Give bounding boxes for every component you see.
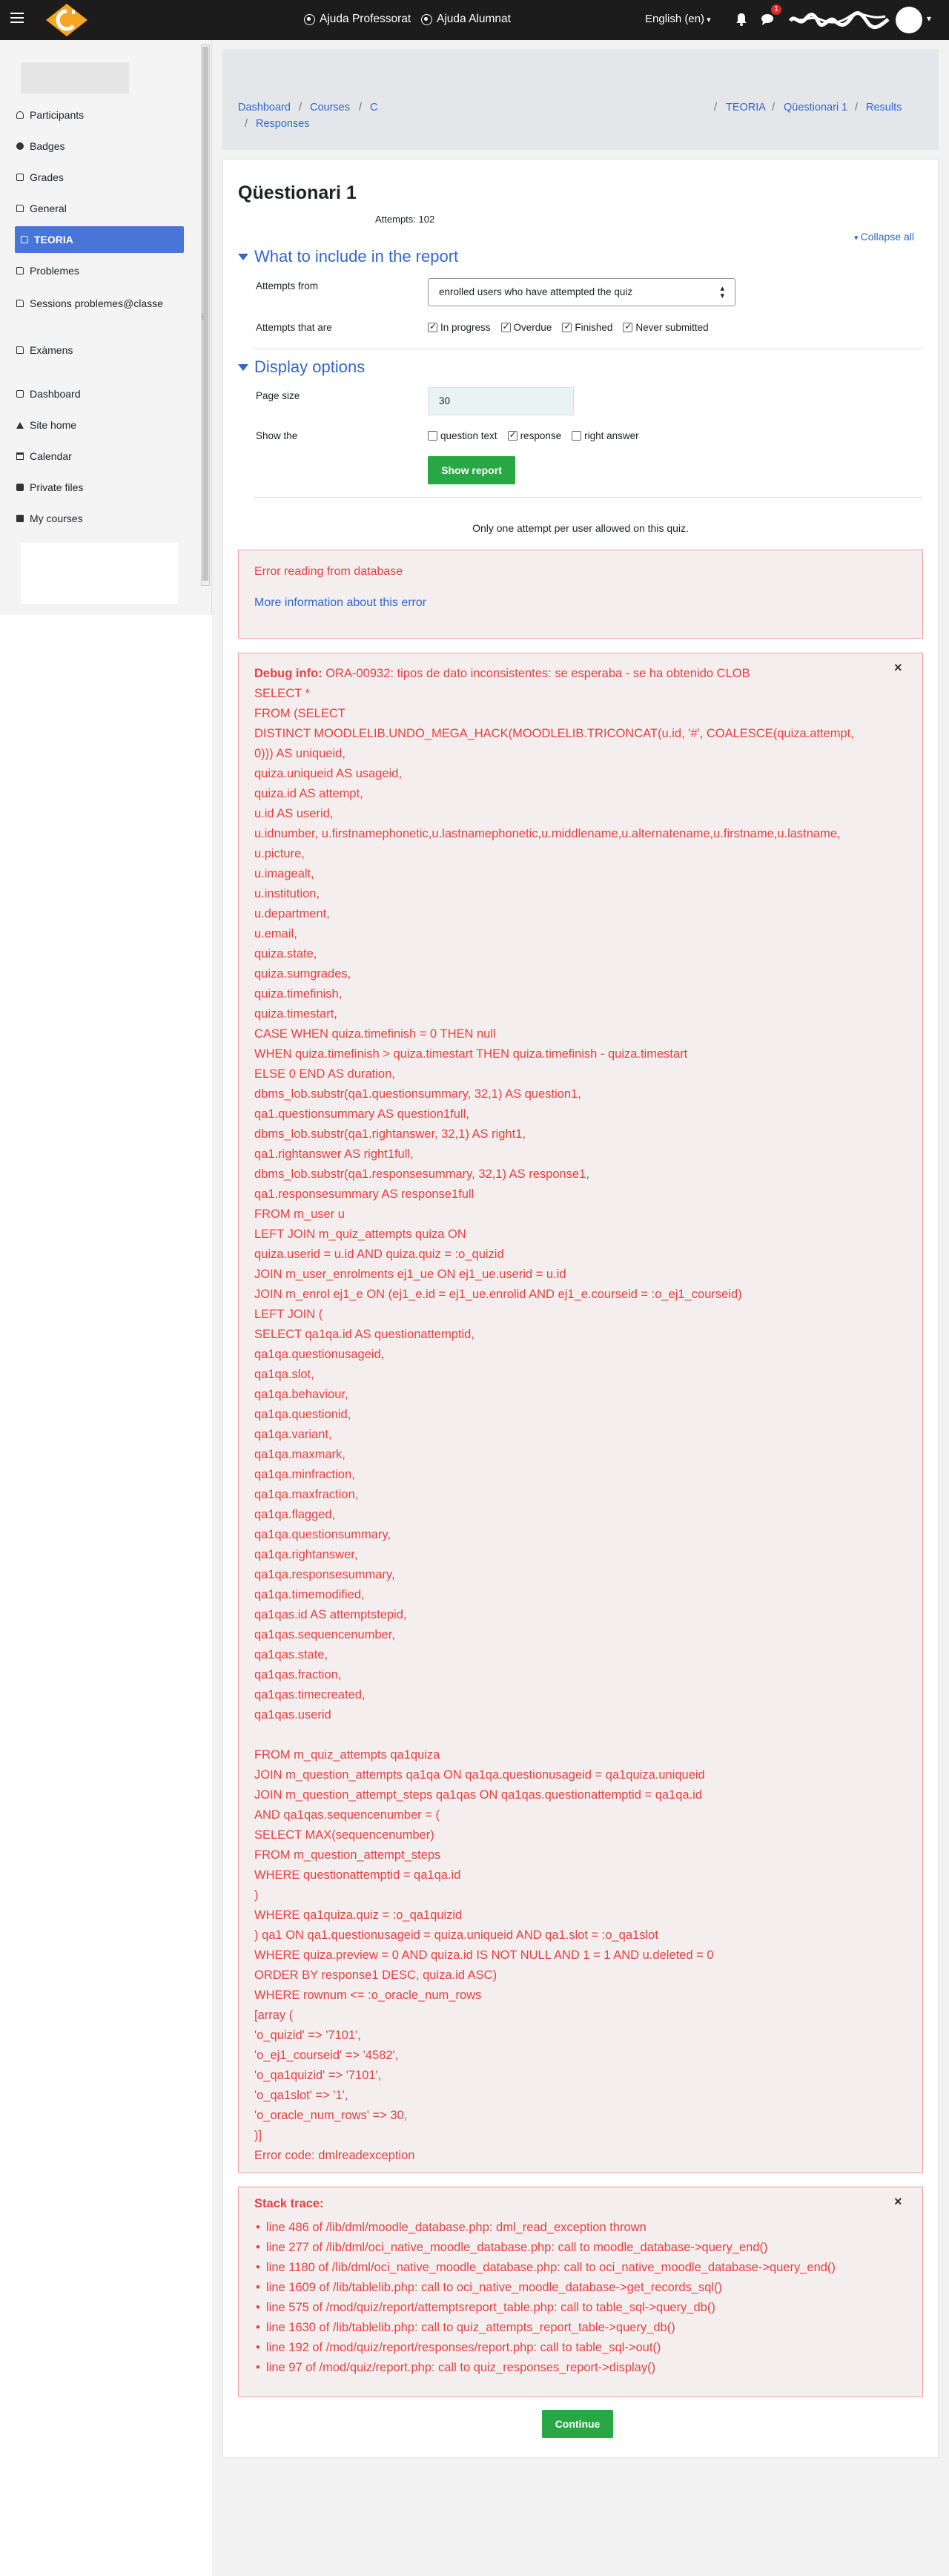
sidebar-block-placeholder bbox=[21, 543, 178, 604]
breadcrumb-course[interactable]: C bbox=[370, 102, 378, 113]
one-attempt-note: Only one attempt per user allowed on this quiz. bbox=[472, 522, 689, 534]
stack-trace-item: • line 1630 of /lib/tablelib.php: call to quiz_attempts_report_table->query_db() bbox=[256, 2318, 908, 2338]
checkbox-never-submitted[interactable]: ✓ Never submitted bbox=[623, 322, 708, 333]
stack-trace-item: • line 277 of /lib/dml/oci_native_moodle_database.php: call to moodle_database->query_end() bbox=[256, 2238, 908, 2258]
breadcrumb-teoria[interactable]: TEORIA bbox=[726, 102, 766, 113]
sidebar-item-private-files[interactable]: Private files bbox=[16, 481, 184, 494]
caret-down-icon bbox=[238, 254, 248, 260]
continue-button[interactable]: Continue bbox=[542, 2410, 613, 2438]
debug-line: qa1qas.id AS attemptstepid, bbox=[254, 1608, 407, 1621]
debug-line: JOIN m_enrol ej1_e ON (ej1_e.id = ej1_ue.enrolid AND ej1_e.courseid = :o_ej1_courseid) bbox=[254, 1288, 742, 1301]
debug-line: qa1qa.timemodified, bbox=[254, 1588, 365, 1601]
debug-line: qa1qa.rightanswer, bbox=[254, 1548, 358, 1561]
debug-line: u.id AS userid, bbox=[254, 807, 334, 820]
checkbox-right-answer[interactable]: right answer bbox=[572, 430, 639, 441]
debug-line: qa1qas.userid bbox=[254, 1708, 331, 1722]
breadcrumb bbox=[222, 49, 939, 150]
debug-line: u.email, bbox=[254, 927, 297, 941]
breadcrumb-separator: / bbox=[772, 102, 776, 113]
sidebar-item-examens[interactable]: Exàmens bbox=[16, 343, 184, 357]
debug-line: FROM m_question_attempt_steps bbox=[254, 1848, 441, 1862]
page-size-label: Page size bbox=[256, 390, 300, 401]
section-toggle-display[interactable]: Display options bbox=[238, 358, 365, 377]
debug-line: 'o_qa1quizid' => '7101', bbox=[254, 2069, 382, 2082]
sidebar-item-teoria[interactable]: TEORIA bbox=[15, 226, 184, 253]
breadcrumb-courses[interactable]: Courses bbox=[310, 102, 350, 113]
debug-line: qa1.rightanswer AS right1full, bbox=[254, 1147, 414, 1161]
debug-line bbox=[254, 1725, 899, 1745]
help-circle-icon bbox=[421, 14, 432, 25]
sidebar-item-dashboard[interactable]: Dashboard bbox=[16, 387, 184, 401]
debug-line: FROM m_user u bbox=[254, 1208, 345, 1221]
select-arrows-icon: ▴ ▾ bbox=[720, 284, 724, 300]
debug-line: LEFT JOIN m_quiz_attempts quiza ON bbox=[254, 1228, 466, 1241]
debug-line: qa1qa.behaviour, bbox=[254, 1388, 348, 1401]
sidebar-item-badges[interactable]: Badges bbox=[16, 139, 184, 153]
debug-line: SELECT MAX(sequencenumber) bbox=[254, 1828, 434, 1842]
debug-line: qa1.questionsummary AS question1full, bbox=[254, 1107, 469, 1121]
debug-line: JOIN m_question_attempt_steps qa1qas ON qa1qas.questionattemptid = qa1qa.id bbox=[254, 1788, 703, 1802]
debug-line: dbms_lob.substr(qa1.responsesummary, 32,1) AS response1, bbox=[254, 1167, 589, 1181]
checkbox-finished[interactable]: ✓ Finished bbox=[562, 322, 612, 333]
debug-line: qa1qas.timecreated, bbox=[254, 1688, 366, 1702]
close-icon[interactable]: × bbox=[894, 660, 902, 675]
debug-line: quiza.id AS attempt, bbox=[254, 787, 363, 800]
show-report-button[interactable]: Show report bbox=[428, 456, 515, 484]
sidebar-item-calendar[interactable]: Calendar bbox=[16, 449, 184, 463]
graduation-cap-icon bbox=[16, 515, 24, 522]
debug-line: FROM m_quiz_attempts qa1quiza bbox=[254, 1748, 440, 1762]
course-sidebar bbox=[0, 40, 212, 615]
page-size-input[interactable]: 30 bbox=[428, 387, 574, 415]
sidebar-item-my-courses[interactable]: My courses bbox=[16, 512, 184, 525]
debug-line: qa1qa.questionid, bbox=[254, 1408, 351, 1421]
debug-line: qa1qa.maxmark, bbox=[254, 1448, 345, 1461]
attempt-state-checkboxes bbox=[428, 322, 709, 333]
debug-line: WHERE quiza.preview = 0 AND quiza.id IS NOT NULL AND 1 = 1 AND u.deleted = 0 bbox=[254, 1949, 714, 1962]
debug-line: )] bbox=[254, 2129, 262, 2142]
message-count-badge: 1 bbox=[771, 4, 781, 15]
sidebar-item-participants[interactable]: Participants bbox=[16, 108, 184, 122]
debug-line: SELECT * bbox=[254, 687, 310, 700]
debug-line: 'o_oracle_num_rows' => 30, bbox=[254, 2109, 408, 2122]
debug-line: quiza.sumgrades, bbox=[254, 967, 351, 981]
sidebar-item-general[interactable]: General bbox=[16, 202, 184, 215]
calendar-icon bbox=[16, 452, 24, 460]
debug-line: JOIN m_question_attempts qa1qa ON qa1qa.questionusageid = qa1quiza.uniqueid bbox=[254, 1768, 705, 1782]
checkbox-in-progress[interactable]: ✓ In progress bbox=[428, 322, 491, 333]
debug-line: WHERE rownum <= :o_oracle_num_rows bbox=[254, 1989, 482, 2002]
checkbox-unchecked[interactable] bbox=[572, 431, 581, 441]
debug-line: u.idnumber, u.firstnamephonetic,u.lastnamephonetic,u.middlename,u.alternatename,u.firstname,u.lastname, bbox=[254, 827, 841, 840]
user-name-scribble[interactable] bbox=[787, 10, 891, 30]
debug-line: 'o_qa1slot' => '1', bbox=[254, 2089, 348, 2102]
debug-line: FROM (SELECT bbox=[254, 707, 345, 720]
debug-line: 'o_ej1_courseid' => '4582', bbox=[254, 2049, 399, 2062]
breadcrumb-responses[interactable]: Responses bbox=[256, 118, 310, 130]
language-menu[interactable]: English (en) ▾ bbox=[645, 13, 711, 25]
badge-icon bbox=[16, 142, 24, 150]
user-avatar[interactable] bbox=[896, 7, 922, 33]
more-info-link[interactable]: More information about this error bbox=[254, 596, 427, 609]
error-alert bbox=[238, 550, 923, 639]
users-icon bbox=[16, 111, 24, 119]
debug-line: AND qa1qas.sequencenumber = ( bbox=[254, 1808, 440, 1822]
debug-line: Error code: dmlreadexception bbox=[254, 2149, 415, 2162]
debug-line: u.department, bbox=[254, 907, 330, 920]
stack-trace-item: • line 486 of /lib/dml/moodle_database.php: dml_read_exception thrown bbox=[256, 2218, 908, 2238]
debug-line: qa1qa.questionusageid, bbox=[254, 1348, 385, 1361]
debug-info-text bbox=[254, 664, 899, 2166]
stack-trace-item: • line 575 of /mod/quiz/report/attemptsreport_table.php: call to table_sql->query_db() bbox=[256, 2298, 908, 2318]
folder-icon bbox=[21, 236, 28, 243]
breadcrumb-results[interactable]: Results bbox=[866, 102, 902, 113]
debug-line: u.institution, bbox=[254, 887, 320, 900]
debug-line: dbms_lob.substr(qa1.rightanswer, 32,1) AS right1, bbox=[254, 1127, 526, 1141]
checkbox-overdue[interactable]: ✓ Overdue bbox=[501, 322, 552, 333]
debug-line: qa1qas.fraction, bbox=[254, 1668, 342, 1681]
checkbox-checked[interactable] bbox=[623, 323, 632, 332]
debug-line: quiza.uniqueid AS usageid, bbox=[254, 767, 403, 780]
breadcrumb-quiz[interactable]: Qüestionari 1 bbox=[784, 102, 848, 113]
debug-line: quiza.timestart, bbox=[254, 1007, 337, 1021]
debug-line: qa1qa.questionsummary, bbox=[254, 1528, 391, 1541]
debug-line: WHERE questionattemptid = qa1qa.id bbox=[254, 1868, 461, 1882]
breadcrumb-dashboard[interactable]: Dashboard bbox=[238, 102, 291, 113]
attempts-that-are-label: Attempts that are bbox=[256, 322, 332, 333]
checkbox-checked[interactable] bbox=[508, 431, 518, 441]
debug-line: qa1qas.sequencenumber, bbox=[254, 1628, 395, 1641]
debug-line: Debug info: ORA-00932: tipos de dato inconsistentes: se esperaba - se ha obtenido CLOB bbox=[254, 667, 750, 680]
folder-icon bbox=[16, 346, 24, 354]
debug-line: 'o_quizid' => '7101', bbox=[254, 2029, 361, 2042]
stack-trace-title: Stack trace: bbox=[254, 2197, 324, 2210]
chat-icon[interactable] bbox=[761, 13, 774, 26]
caret-down-icon bbox=[238, 364, 248, 371]
debug-line: u.picture, bbox=[254, 847, 305, 860]
debug-line: dbms_lob.substr(qa1.questionsummary, 32,1) AS question1, bbox=[254, 1087, 581, 1101]
checkbox-unchecked[interactable] bbox=[428, 431, 437, 441]
page-title: Qüestionari 1 bbox=[238, 182, 357, 203]
debug-line: qa1qa.slot, bbox=[254, 1368, 314, 1381]
folder-icon bbox=[16, 300, 24, 307]
debug-line: DISTINCT MOODLELIB.UNDO_MEGA_HACK(MOODLELIB.TRICONCAT(u.id, '#', COALESCE(quiza.attempt, bbox=[254, 727, 854, 740]
breadcrumb-separator: / bbox=[245, 118, 248, 130]
bell-icon[interactable] bbox=[735, 13, 747, 26]
debug-line: [array ( bbox=[254, 2009, 294, 2022]
drag-handle-icon[interactable]: ⁞ bbox=[202, 314, 204, 321]
stack-trace-list bbox=[256, 2218, 908, 2378]
debug-line: ORDER BY response1 DESC, quiza.id ASC) bbox=[254, 1969, 497, 1982]
debug-line: quiza.timefinish, bbox=[254, 987, 343, 1001]
show-the-label: Show the bbox=[256, 430, 298, 441]
debug-line: JOIN m_user_enrolments ej1_ue ON ej1_ue.userid = u.id bbox=[254, 1268, 566, 1281]
debug-line: qa1qa.variant, bbox=[254, 1428, 332, 1441]
debug-line: ) qa1 ON qa1.questionusageid = quiza.uniqueid AND qa1.slot = :o_qa1slot bbox=[254, 1928, 658, 1942]
nav-link-student-help[interactable]: Ajuda Alumnat bbox=[421, 13, 511, 26]
sidebar-course-placeholder bbox=[21, 62, 129, 93]
home-icon bbox=[16, 421, 24, 429]
sidebar-item-problemes[interactable]: Problemes bbox=[16, 264, 184, 277]
debug-line: SELECT qa1qa.id AS questionattemptid, bbox=[254, 1328, 474, 1341]
debug-line: qa1qa.minfraction, bbox=[254, 1468, 355, 1481]
debug-line: qa1qa.responsesummary, bbox=[254, 1568, 395, 1581]
checkbox-response[interactable]: ✓ response bbox=[508, 430, 562, 441]
debug-line: qa1.responsesummary AS response1full bbox=[254, 1187, 474, 1201]
checkbox-checked[interactable] bbox=[562, 323, 572, 332]
stack-trace-item: • line 1609 of /lib/tablelib.php: call to oci_native_moodle_database->get_records_sql() bbox=[256, 2278, 908, 2298]
show-options-checkboxes bbox=[428, 430, 639, 441]
debug-line: ELSE 0 END AS duration, bbox=[254, 1067, 395, 1081]
folder-icon bbox=[16, 267, 24, 274]
divider bbox=[254, 497, 922, 498]
dashboard-icon bbox=[16, 390, 24, 398]
debug-line: ) bbox=[254, 1888, 259, 1902]
folder-icon bbox=[16, 205, 24, 212]
breadcrumb-separator: / bbox=[299, 102, 302, 113]
lock-icon bbox=[16, 484, 24, 491]
debug-line: 0))) AS uniqueid, bbox=[254, 747, 345, 760]
attempts-from-label: Attempts from bbox=[256, 280, 319, 291]
debug-line: WHERE qa1quiza.quiz = :o_qa1quizid bbox=[254, 1908, 463, 1922]
checkbox-checked[interactable] bbox=[501, 323, 511, 332]
hamburger-menu-icon[interactable] bbox=[10, 13, 24, 26]
checkbox-question-text[interactable]: question text bbox=[428, 430, 497, 441]
stack-trace-item: • line 97 of /mod/quiz/report.php: call to quiz_responses_report->display() bbox=[256, 2358, 908, 2378]
stack-trace-item: • line 192 of /mod/quiz/report/responses/report.php: call to table_sql->out() bbox=[256, 2338, 908, 2358]
close-icon[interactable]: × bbox=[894, 2194, 902, 2209]
site-logo[interactable] bbox=[44, 3, 89, 37]
attempts-from-select[interactable]: enrolled users who have attempted the quiz ▴ ▾ bbox=[428, 278, 735, 306]
breadcrumb-separator: / bbox=[855, 102, 859, 113]
debug-line: quiza.userid = u.id AND quiza.quiz = :o_quizid bbox=[254, 1248, 504, 1261]
debug-line: LEFT JOIN ( bbox=[254, 1308, 323, 1321]
top-navbar bbox=[0, 0, 949, 40]
debug-line: qa1qa.maxfraction, bbox=[254, 1488, 359, 1501]
error-title: Error reading from database bbox=[254, 565, 403, 578]
help-circle-icon bbox=[304, 14, 315, 25]
attempts-count: Attempts: 102 bbox=[375, 214, 435, 225]
breadcrumb-separator: / bbox=[359, 102, 363, 113]
debug-line: CASE WHEN quiza.timefinish = 0 THEN null bbox=[254, 1027, 496, 1041]
debug-line: qa1qas.state, bbox=[254, 1648, 328, 1661]
stack-trace-item: • line 1180 of /lib/dml/oci_native_moodle_database.php: call to oci_native_moodle_database->query_end() bbox=[256, 2258, 908, 2278]
checkbox-checked[interactable] bbox=[428, 323, 437, 332]
nav-link-teacher-help[interactable]: Ajuda Professorat bbox=[304, 13, 411, 26]
section-toggle-include[interactable]: What to include in the report bbox=[238, 247, 458, 266]
collapse-all-link[interactable]: ▾ Collapse all bbox=[854, 231, 914, 243]
debug-line: WHEN quiza.timefinish > quiza.timestart THEN quiza.timefinish - quiza.timestart bbox=[254, 1047, 688, 1061]
grades-icon bbox=[16, 174, 24, 181]
sidebar-item-grades[interactable]: Grades bbox=[16, 171, 184, 184]
sidebar-item-sessions[interactable]: Sessions problemes@classe bbox=[16, 297, 165, 310]
sidebar-item-site-home[interactable]: Site home bbox=[16, 418, 184, 432]
breadcrumb-separator: / bbox=[714, 102, 718, 113]
debug-line: quiza.state, bbox=[254, 947, 317, 961]
debug-line: u.imagealt, bbox=[254, 867, 314, 880]
chevron-down-icon[interactable]: ▾ bbox=[927, 13, 932, 24]
debug-line: qa1qa.flagged, bbox=[254, 1508, 336, 1521]
